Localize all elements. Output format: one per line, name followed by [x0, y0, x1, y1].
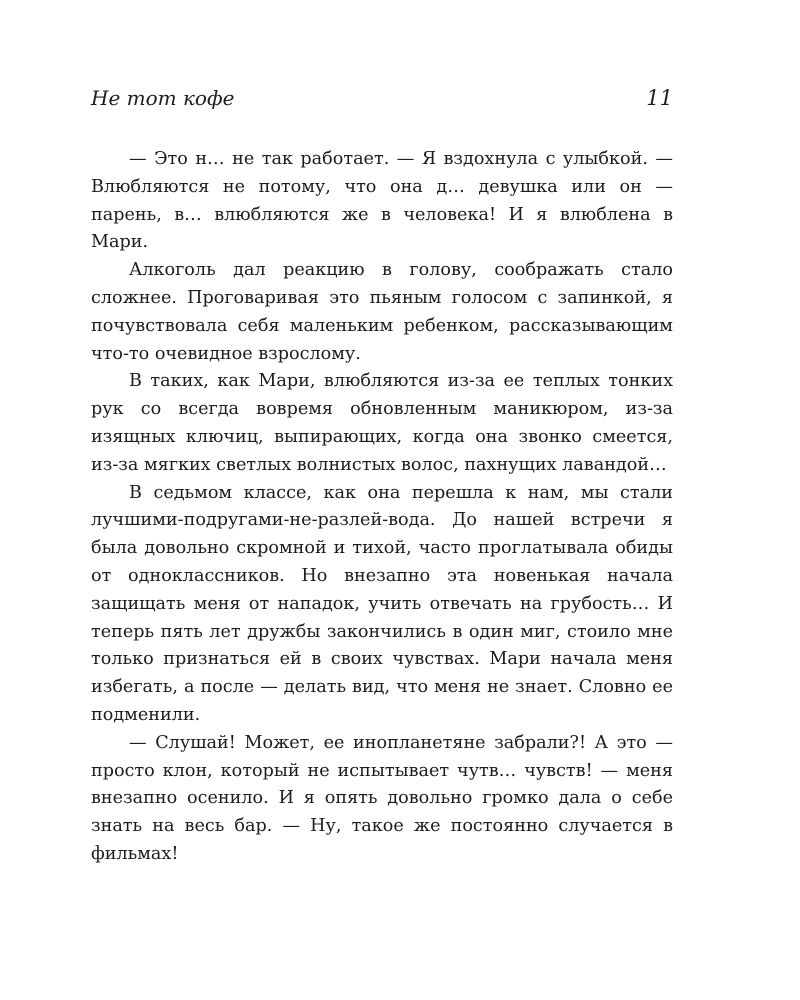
paragraph: Алкоголь дал реакцию в голову, соображать стало сложнее. Проговаривая это пьяным голосом с запинкой, я почувствовала себя маленьким ребенком, рассказывающим что-то очевидное взрослому. [91, 260, 673, 364]
running-header [91, 86, 673, 116]
running-header-title: Не тот кофе [91, 86, 235, 110]
paragraph: В таких, как Мари, влюбляются из-за ее теплых тонких рук со всегда вовремя обновленным маникюром, из-за изящных ключиц, выпирающих, когда она звонко смеется, из-за мягких светлых волнистых волос, пахнущих лавандой… [91, 371, 673, 475]
page-number: 11 [646, 86, 673, 110]
paragraph: — Это н… не так работает. — Я вздохнула с улыбкой. — Влюбляются не потому, что она д… девушка или он — парень, в… влюбляются же в человека! И я влюблена в Мари. [91, 149, 673, 253]
paragraph: — Слушай! Может, ее инопланетяне забрали?! А это — просто клон, который не испытывает чутв… чувств! — меня внезапно осенило. И я опять довольно громко дала о себе знать на весь бар. — Ну, такое же постоянно случается в фильмах! [91, 732, 673, 864]
body-text [91, 146, 673, 869]
paragraph: В седьмом классе, как она перешла к нам, мы стали лучшими-подругами-не-разлей-вода. До нашей встречи я была довольно скромной и тихой, часто проглатывала обиды от одноклассников. Но внезапно эта новенькая начала защищать меня от нападок, учить отвечать на грубость… И теперь пять лет дружбы закончились в один миг, стоило мне только признаться ей в своих чувствах. Мари начала меня избегать, а после — делать вид, что меня не знает. Словно ее подменили. [91, 482, 673, 725]
